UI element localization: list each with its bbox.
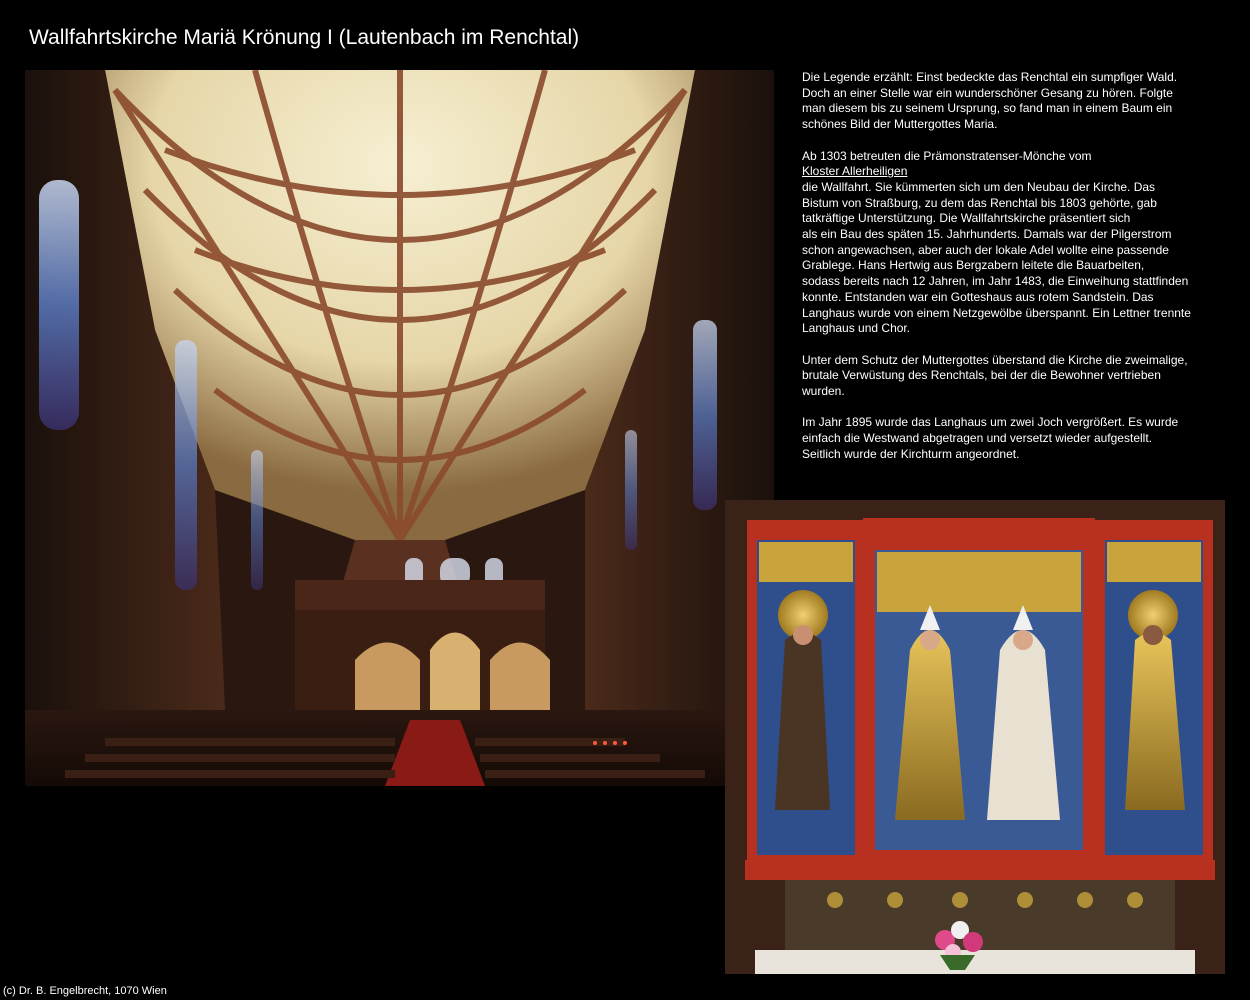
- church-interior-photo[interactable]: [25, 70, 774, 786]
- winged-altar-photo[interactable]: [725, 500, 1225, 974]
- winged-altar-image: [725, 500, 1225, 974]
- paragraph-extension: Im Jahr 1895 wurde das Langhaus um zwei Joch vergrößert. Es wurde einfach die Westwand abgetragen und versetzt wieder aufgestellt. Seitlich wurde der Kirchturm angeordnet.: [802, 415, 1179, 461]
- church-interior-image: [25, 70, 774, 786]
- description-text: [802, 70, 1202, 478]
- copyright-notice: (c) Dr. B. Engelbrecht, 1070 Wien: [3, 985, 167, 997]
- paragraph-history-intro: Ab 1303 betreuten die Prämonstratenser-Mönche vom: [802, 148, 1092, 163]
- page-title: Wallfahrtskirche Mariä Krönung I (Lautenbach im Renchtal): [29, 26, 580, 49]
- paragraph-legend: Die Legende erzählt: Einst bedeckte das Renchtal ein sumpfiger Wald. Doch an einer Stelle war ein wunderschöner Gesang zu hören. Folgte man diesem bis zu seinem Ursprung, so fand man in einem Baum ein schönes Bild der Muttergottes Maria.: [802, 70, 1178, 132]
- paragraph-protection: Unter dem Schutz der Muttergottes überstand die Kirche die zweimalige, brutale Verwüstung des Renchtals, bei der die Bewohner vertrieben wurden.: [802, 352, 1188, 399]
- kloster-allerheiligen-link[interactable]: Kloster Allerheiligen: [802, 164, 908, 179]
- paragraph-history: die Wallfahrt. Sie kümmerten sich um den Neubau der Kirche. Das Bistum von Straßburg, zu dem das Renchtal bis 1803 gehörte, gab tatkräftige Unterstützung. Die Wallfahrtskirche präsentiert sich als ein Bau des späten 15. Jahrhunderts. Damals war der Pilgerstrom schon angewachsen, aber auch der lokale Adel wollte eine passende Grablege. Hans Hertwig aus Bergzabern leitete die Bauarbeiten, sodass bereits nach 12 Jahren, im Jahr 1483, die Einweihung stattfinden konnte. Entstanden war ein Gotteshaus aus rotem Sandstein. Das Langhaus wurde von einem Netzgewölbe überspannt. Ein Lettner trennte Langhaus und Chor.: [802, 179, 1191, 336]
